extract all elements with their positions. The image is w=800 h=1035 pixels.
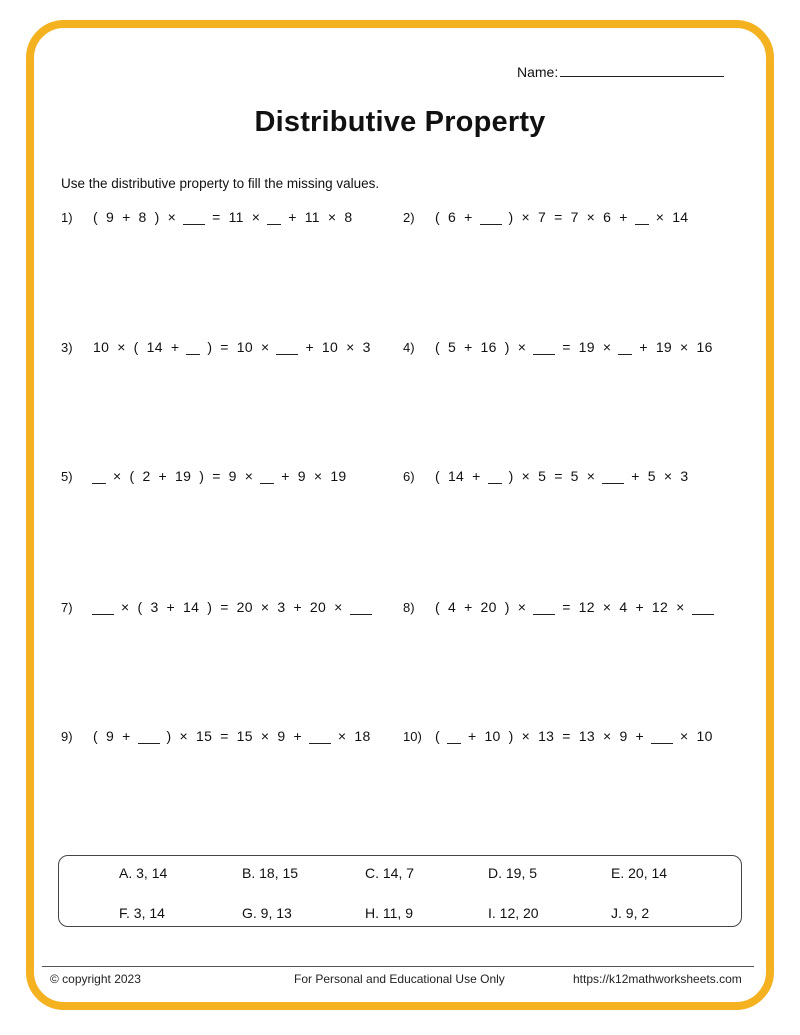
equation-token: 19	[175, 468, 192, 484]
equation-token: ×	[655, 209, 665, 225]
equation-token: +	[305, 339, 314, 355]
equation-token: +	[464, 209, 473, 225]
answer-f: F. 3, 14	[119, 905, 165, 921]
name-blank[interactable]	[560, 62, 724, 77]
equation-token: )	[508, 728, 514, 744]
problem-number: 1)	[61, 210, 73, 225]
problem-6	[403, 468, 692, 484]
problem-number: 3)	[61, 340, 73, 355]
equation-token: 9	[105, 209, 115, 225]
equation	[89, 209, 356, 225]
equation-token: ×	[517, 599, 527, 615]
equation-token: =	[562, 339, 571, 355]
equation-token: (	[93, 728, 98, 744]
equation-token: 7	[570, 209, 579, 225]
equation-token: 14	[672, 209, 689, 225]
equation-token: ×	[602, 599, 612, 615]
answer-blank[interactable]	[533, 602, 555, 615]
equation-token: +	[281, 468, 290, 484]
equation-token: +	[293, 599, 302, 615]
equation-token: 20	[236, 599, 253, 615]
equation-token: +	[288, 209, 297, 225]
equation-token: ×	[117, 339, 126, 355]
equation-token: 5	[538, 468, 547, 484]
equation-token: )	[199, 468, 205, 484]
equation-token: 19	[655, 339, 673, 355]
equation-token: 9	[105, 728, 115, 744]
equation-token: ×	[517, 339, 527, 355]
equation-token: ×	[260, 728, 270, 744]
equation-token: ×	[251, 209, 261, 225]
equation-token: 4	[619, 599, 628, 615]
equation-token: 3	[150, 599, 159, 615]
equation-token: ×	[260, 599, 270, 615]
equation	[89, 599, 375, 615]
equation-token: ×	[586, 468, 596, 484]
equation-token: 15	[196, 728, 213, 744]
equation-token: =	[554, 468, 563, 484]
problem-number: 4)	[403, 340, 415, 355]
equation-token: ×	[260, 339, 270, 355]
equation-token: +	[158, 468, 168, 484]
name-field[interactable]	[517, 62, 724, 80]
equation-token: (	[137, 599, 143, 615]
equation-token: ×	[586, 209, 596, 225]
equation-token: )	[508, 468, 514, 484]
equation-token: )	[508, 209, 514, 225]
footer-divider	[42, 966, 754, 967]
equation-token: 10	[484, 728, 501, 744]
answer-j: J. 9, 2	[611, 905, 650, 921]
answer-a: A. 3, 14	[119, 865, 168, 881]
equation	[431, 209, 692, 225]
equation-token: (	[435, 728, 440, 744]
answer-blank[interactable]	[533, 342, 555, 355]
problem-number: 8)	[403, 600, 415, 615]
equation-token: =	[562, 728, 571, 744]
answer-d: D. 19, 5	[488, 865, 538, 881]
equation-token: 16	[480, 339, 497, 355]
equation-token: +	[293, 728, 302, 744]
equation-token: ×	[521, 728, 531, 744]
equation-token: 18	[354, 728, 371, 744]
equation-token: ×	[334, 599, 343, 615]
answer-blank[interactable]	[350, 602, 372, 615]
equation-token: (	[435, 209, 440, 225]
equation-token: =	[554, 209, 563, 225]
equation-token: 15	[236, 728, 253, 744]
problem-7	[61, 599, 375, 615]
answer-blank[interactable]	[651, 731, 673, 744]
name-label: Name:	[517, 64, 559, 80]
equation-token: +	[631, 468, 640, 484]
equation-token: ×	[113, 468, 122, 484]
equation	[89, 468, 351, 484]
equation-token: +	[166, 599, 176, 615]
equation	[431, 339, 717, 355]
answer-blank[interactable]	[183, 212, 205, 225]
footer-url[interactable]: https://k12mathworksheets.com	[573, 972, 742, 986]
problem-2	[403, 209, 692, 225]
answer-c: C. 14, 7	[365, 865, 415, 881]
equation-token: 3	[277, 599, 286, 615]
equation-token: 9	[619, 728, 628, 744]
equation-token: (	[435, 599, 440, 615]
equation-token: )	[154, 209, 160, 225]
footer-copyright: © copyright 2023	[50, 972, 141, 986]
equation-token: 8	[138, 209, 147, 225]
equation-token: ×	[663, 468, 673, 484]
equation	[431, 728, 717, 744]
problem-number: 7)	[61, 600, 73, 615]
page-title: Distributive Property	[254, 106, 546, 138]
answer-blank[interactable]	[309, 731, 331, 744]
equation-token: 19	[578, 339, 595, 355]
answer-blank[interactable]	[186, 342, 200, 355]
problem-number: 10)	[403, 729, 422, 744]
instructions: Use the distributive property to fill the missing values.	[61, 176, 380, 191]
answer-g: G. 9, 13	[242, 905, 292, 921]
equation-token: ×	[521, 209, 530, 225]
equation-token: )	[166, 728, 172, 744]
answer-blank[interactable]	[92, 471, 106, 484]
equation-token: 7	[538, 209, 547, 225]
equation-token: ×	[680, 728, 689, 744]
equation-token: 3	[362, 339, 371, 355]
equation-token: (	[435, 339, 440, 355]
equation-token: 10	[321, 339, 339, 355]
problem-4	[403, 339, 717, 355]
answer-h: H. 11, 9	[365, 905, 413, 921]
answer-blank[interactable]	[138, 731, 160, 744]
equation-token: )	[207, 599, 213, 615]
equation-token: )	[504, 339, 510, 355]
equation-token: ×	[167, 209, 177, 225]
answer-i: I. 12, 20	[488, 905, 539, 921]
answer-blank[interactable]	[92, 602, 114, 615]
equation	[89, 339, 375, 355]
problem-5	[61, 468, 351, 484]
equation-token: 9	[297, 468, 306, 484]
equation-token: ×	[327, 209, 337, 225]
equation-token: 11	[228, 209, 244, 225]
equation-token: 5	[647, 468, 656, 484]
equation-token: 6	[603, 209, 612, 225]
problem-number: 2)	[403, 210, 415, 225]
problem-3	[61, 339, 375, 355]
equation-token: 11	[304, 209, 320, 225]
answer-blank[interactable]	[276, 342, 298, 355]
answer-blank[interactable]	[480, 212, 502, 225]
equation-token: 13	[578, 728, 595, 744]
equation-token: ×	[244, 468, 254, 484]
answer-blank[interactable]	[447, 731, 461, 744]
equation-token: 9	[277, 728, 286, 744]
equation-token: 3	[680, 468, 689, 484]
equation-token: +	[464, 339, 473, 355]
equation-token: (	[435, 468, 440, 484]
problem-9	[61, 728, 375, 744]
equation-token: ×	[680, 339, 689, 355]
equation-token: +	[472, 468, 481, 484]
equation-token: 20	[309, 599, 327, 615]
equation-token: 2	[142, 468, 151, 484]
equation-token: ×	[313, 468, 323, 484]
equation-token: ×	[602, 339, 612, 355]
problem-number: 5)	[61, 469, 73, 484]
answer-e: E. 20, 14	[611, 865, 668, 881]
equation-token: 12	[578, 599, 595, 615]
equation	[431, 599, 717, 615]
answer-blank[interactable]	[488, 471, 502, 484]
equation-token: ×	[602, 728, 612, 744]
answer-blank[interactable]	[267, 212, 281, 225]
equation-token: (	[133, 339, 139, 355]
equation-token: 13	[538, 728, 555, 744]
equation-token: 19	[330, 468, 347, 484]
equation-token: +	[619, 209, 628, 225]
equation-token: 10	[696, 728, 713, 744]
equation-token: +	[464, 599, 473, 615]
equation-token: 14	[183, 599, 200, 615]
equation-token: ×	[179, 728, 188, 744]
equation-token: )	[207, 339, 213, 355]
answer-blank[interactable]	[692, 602, 714, 615]
equation-token: 12	[651, 599, 669, 615]
equation-token: =	[220, 339, 229, 355]
equation-token: +	[467, 728, 477, 744]
equation-token: 6	[447, 209, 457, 225]
answer-blank[interactable]	[260, 471, 274, 484]
equation-token: ×	[121, 599, 130, 615]
answer-b: B. 18, 15	[242, 865, 299, 881]
equation-token: +	[639, 339, 648, 355]
footer-usage: For Personal and Educational Use Only	[294, 972, 505, 986]
equation-token: +	[635, 599, 644, 615]
equation-token: 5	[447, 339, 457, 355]
equation-token: 8	[344, 209, 353, 225]
equation-token: (	[129, 468, 135, 484]
problem-10	[403, 728, 717, 744]
equation	[89, 728, 375, 744]
equation-token: ×	[337, 728, 347, 744]
equation-token: 5	[570, 468, 579, 484]
equation-token: =	[220, 599, 229, 615]
equation-token: +	[170, 339, 180, 355]
equation-token: 16	[696, 339, 713, 355]
answer-blank[interactable]	[618, 342, 632, 355]
problem-1	[61, 209, 356, 225]
equation-token: ×	[676, 599, 685, 615]
equation-token: +	[122, 728, 131, 744]
equation-token: 20	[480, 599, 497, 615]
equation-token: =	[562, 599, 571, 615]
equation	[431, 468, 692, 484]
equation-token: 10	[236, 339, 253, 355]
equation-token: 14	[146, 339, 163, 355]
problem-number: 9)	[61, 729, 73, 744]
equation-token: =	[212, 209, 221, 225]
equation-token: (	[93, 209, 98, 225]
problem-8	[403, 599, 717, 615]
equation-token: =	[212, 468, 221, 484]
equation-token: 10	[93, 339, 110, 355]
answer-blank[interactable]	[602, 471, 624, 484]
answer-blank[interactable]	[635, 212, 649, 225]
equation-token: ×	[521, 468, 531, 484]
equation-token: +	[635, 728, 645, 744]
problem-number: 6)	[403, 469, 415, 484]
equation-token: +	[122, 209, 131, 225]
equation-token: 9	[228, 468, 237, 484]
equation-token: )	[504, 599, 510, 615]
equation-token: 4	[447, 599, 457, 615]
equation-token: 14	[447, 468, 465, 484]
equation-token: ×	[346, 339, 355, 355]
equation-token: =	[220, 728, 229, 744]
